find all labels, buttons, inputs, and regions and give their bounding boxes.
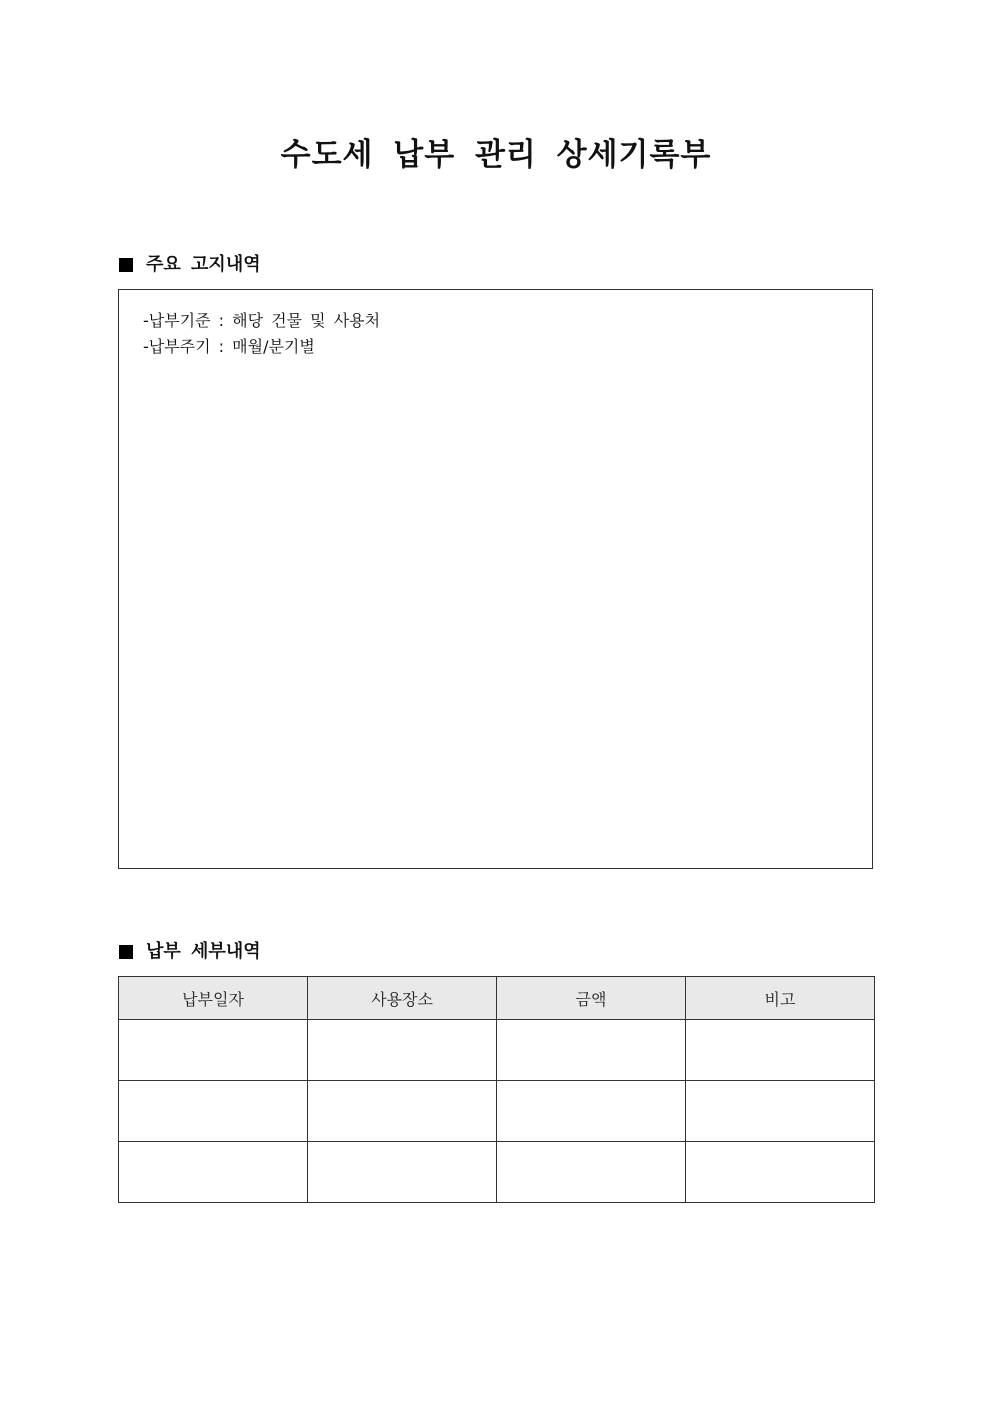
table-cell — [119, 1081, 308, 1142]
document-title: 수도세 납부 관리 상세기록부 — [280, 137, 712, 173]
table-cell — [119, 1142, 308, 1203]
table-row — [119, 1142, 875, 1203]
table-cell — [497, 1020, 686, 1081]
notice-box — [118, 289, 873, 869]
table-header-row — [119, 977, 875, 1020]
square-bullet-icon — [119, 258, 133, 272]
table-cell — [308, 1081, 497, 1142]
section-heading-notices — [119, 252, 261, 278]
table-cell — [497, 1081, 686, 1142]
table-cell — [119, 1020, 308, 1081]
table-cell — [308, 1142, 497, 1203]
table-row — [119, 1020, 875, 1081]
table-cell — [497, 1142, 686, 1203]
column-header-usage-location: 사용장소 — [308, 977, 497, 1020]
table-cell — [686, 1020, 875, 1081]
column-header-remarks: 비고 — [686, 977, 875, 1020]
column-header-amount: 금액 — [497, 977, 686, 1020]
notice-line-cycle: -납부주기 : 매월/분기별 — [143, 337, 315, 356]
section-heading-details — [119, 939, 261, 965]
table-cell — [686, 1142, 875, 1203]
table-row — [119, 1081, 875, 1142]
payment-details-table — [118, 976, 875, 1203]
section-heading-label: 주요 고지내역 — [146, 254, 261, 275]
section-heading-label: 납부 세부내역 — [146, 941, 261, 962]
table-cell — [308, 1020, 497, 1081]
column-header-payment-date: 납부일자 — [119, 977, 308, 1020]
notice-line-basis: -납부기준 : 해당 건물 및 사용처 — [143, 311, 381, 330]
table-cell — [686, 1081, 875, 1142]
square-bullet-icon — [119, 945, 133, 959]
